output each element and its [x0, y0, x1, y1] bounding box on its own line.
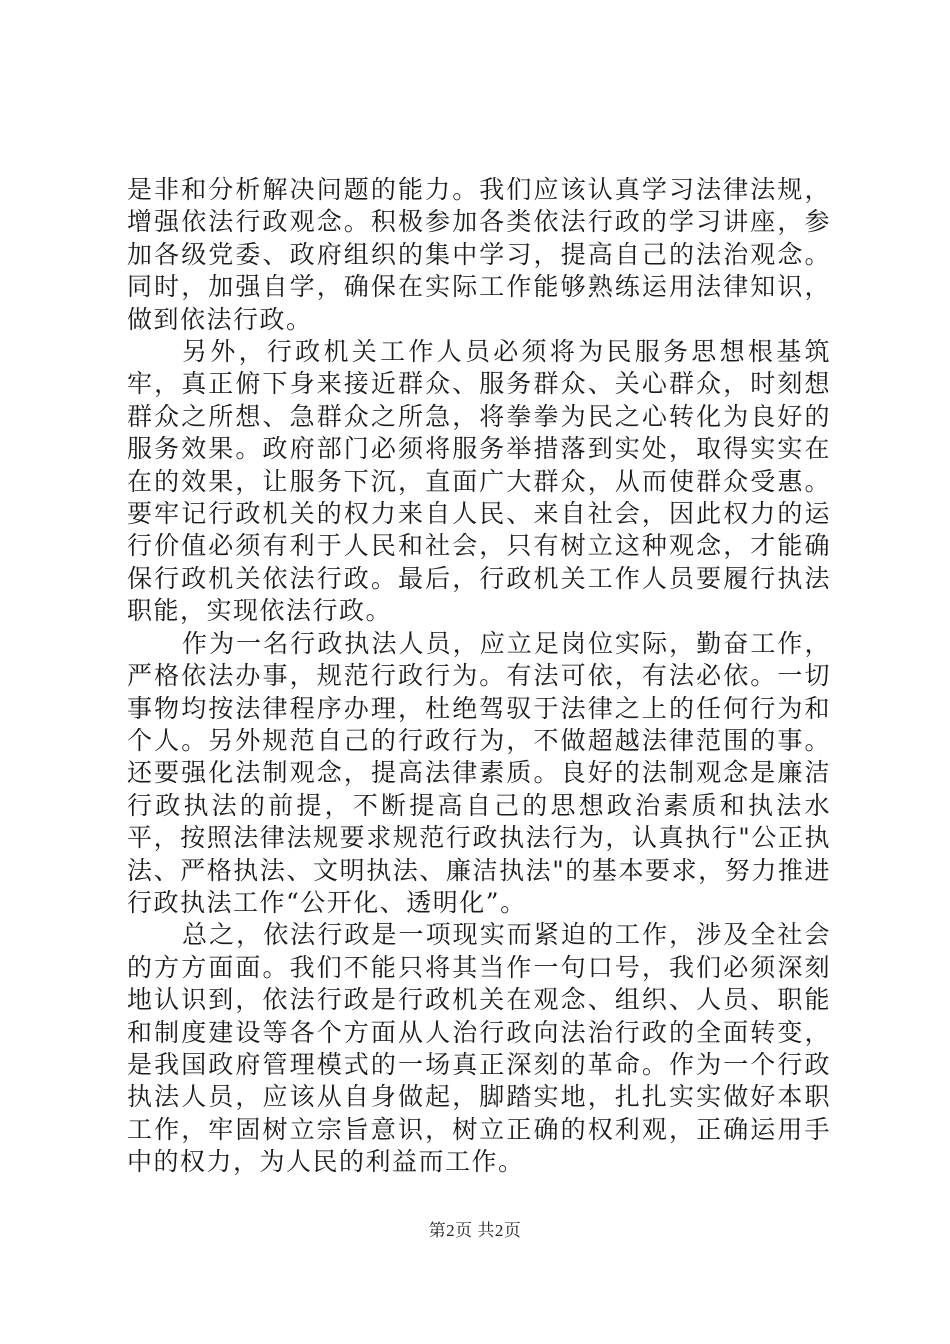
document-body	[127, 174, 831, 1179]
paragraph-2: 另外，行政机关工作人员必须将为民服务思想根基筑牢，真正俯下身来接近群众、服务群众、关心群众，时刻想群众之所想、急群众之所急，将拳拳为民之心转化为良好的服务效果。政府部门必须将服务举措落到实处，取得实实在在的效果，让服务下沉，直面广大群众，从而使群众受惠。要牢记行政机关的权力来自人民、来自社会，因此权力的运行价值必须有利于人民和社会，只有树立这种观念，才能确保行政机关依法行政。最后，行政机关工作人员要履行执法职能，实现依法行政。	[127, 337, 831, 626]
paragraph-3: 作为一名行政执法人员，应立足岗位实际，勤奋工作，严格依法办事，规范行政行为。有法可依，有法必依。一切事物均按法律程序办理，杜绝驾驭于法律之上的任何行为和个人。另外规范自己的行政行为，不做超越法律范围的事。还要强化法制观念，提高法律素质。良好的法制观念是廉洁行政执法的前提，不断提高自己的思想政治素质和执法水平，按照法律法规要求规范行政执法行为，认真执行"公正执法、严格执法、文明执法、廉洁执法"的基本要求，努力推进行政执法工作“公开化、透明化”。	[127, 628, 831, 917]
paragraph-1: 是非和分析解决问题的能力。我们应该认真学习法律法规，增强依法行政观念。积极参加各类依法行政的学习讲座，参加各级党委、政府组织的集中学习，提高自己的法治观念。同时，加强自学，确保在实际工作能够熟练运用法律知识，做到依法行政。	[127, 175, 831, 334]
paragraph-4: 总之，依法行政是一项现实而紧迫的工作，涉及全社会的方方面面。我们不能只将其当作一句口号，我们必须深刻地认识到，依法行政是行政机关在观念、组织、人员、职能和制度建设等各个方面从人治行政向法治行政的全面转变，是我国政府管理模式的一场真正深刻的革命。作为一个行政执法人员，应该从自身做起，脚踏实地，扎扎实实做好本职工作，牢固树立宗旨意识，树立正确的权利观，正确运用手中的权力，为人民的利益而工作。	[127, 920, 831, 1177]
page-number-footer: 第2页 共2页	[428, 1221, 522, 1240]
